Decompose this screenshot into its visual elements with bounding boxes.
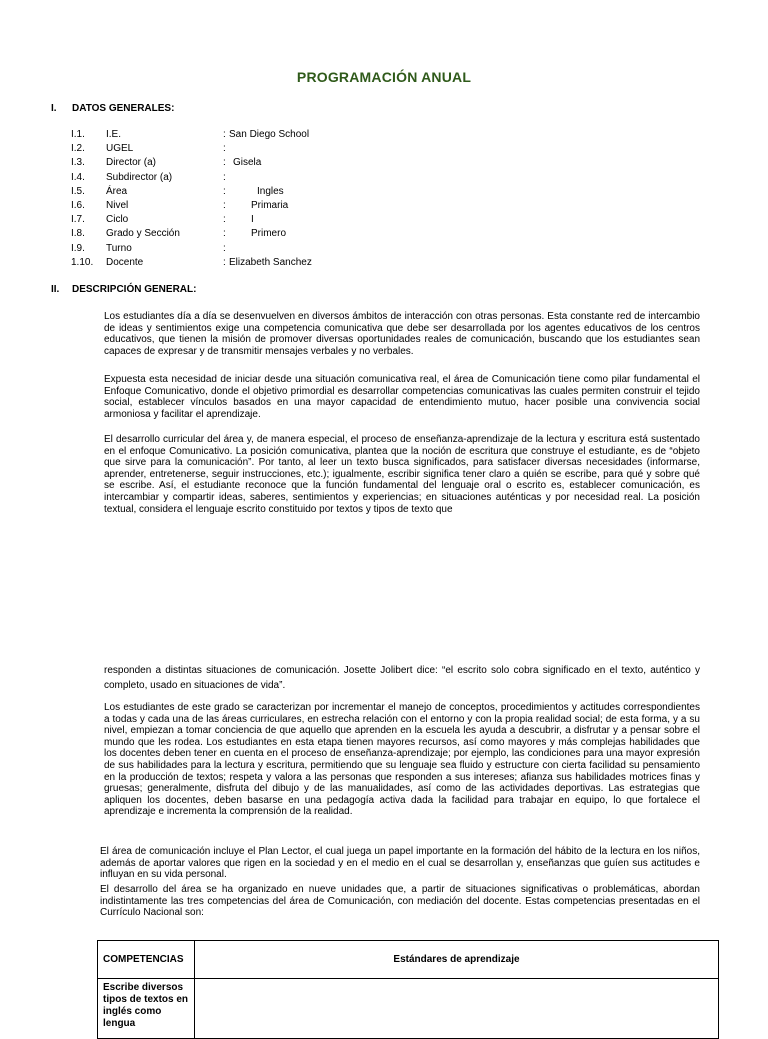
datos-label: Ciclo: [106, 214, 129, 226]
datos-row: [71, 200, 471, 214]
datos-number: I.9.: [71, 242, 85, 254]
datos-colon: :: [223, 143, 226, 155]
datos-number: I.3.: [71, 157, 85, 169]
datos-label: Turno: [106, 242, 132, 254]
datos-colon: :: [223, 256, 226, 268]
datos-label: UGEL: [106, 143, 134, 155]
datos-colon: :: [223, 242, 226, 254]
datos-label: Área: [106, 185, 128, 197]
datos-row: [71, 129, 471, 143]
datos-label: Subdirector (a): [106, 171, 173, 183]
table-row: [98, 979, 719, 1039]
datos-row: [71, 172, 471, 186]
paragraph: Los estudiantes día a día se desenvuelven en diversos ámbitos de interacción con otras personas. Esta constante red de intercambio de ideas y sentimientos exige una competencia comunicativa que debe ser desarrollada por los agentes educativos de los centros educativos, que tienen la misión de promover diversas oportunidades reales de comunicación, buscando que los estudiantes sean capaces de expresar y de transmitir mensajes verbales y no verbales.: [104, 311, 700, 357]
header-competencias: COMPETENCIAS: [98, 941, 195, 979]
datos-label: Nivel: [106, 200, 129, 211]
datos-value: Elizabeth Sanchez: [229, 256, 312, 268]
datos-colon: :: [223, 214, 226, 226]
section-number: I.: [51, 103, 57, 114]
paragraph: Expuesta esta necesidad de iniciar desde una situación comunicativa real, el área de Comunicación tiene como pilar fundamental el Enfoque Comunicativo, donde el objetivo primordial es desarrollar competencias comunicativas las cuales permiten construir el tejido social, establecer vínculos basados en una mayor capacidad de entendimiento mutuo, hacer posible una convivencia social armoniosa y facilitar el aprendizaje.: [104, 374, 700, 420]
estandar-cell: [195, 979, 719, 1039]
datos-row: [71, 257, 471, 271]
datos-row: [71, 186, 471, 200]
datos-colon: :: [223, 185, 226, 197]
paragraph: El desarrollo del área se ha organizado en nueve unidades que, a partir de situaciones significativas o problemáticas, abordan indistintamente las tres competencias del área de Comunicación, con mediación del docente. Estas competencias presentadas en el Currículo Nacional son:: [100, 884, 700, 919]
datos-label: I.E.: [106, 129, 122, 140]
datos-value: I: [251, 214, 254, 226]
paragraph: El desarrollo curricular del área y, de manera especial, el proceso de enseñanza-aprendizaje de la lectura y escritura está sustentado en el enfoque Comunicativo. La posición comunicativa, plantea que la noción de escritura que construye el estudiante, es de “objeto que sirve para la comunicación”. Por tanto, al leer un texto busca significados, para satisfacer diversas necesidades (informarse, aprender, entretenerse, seguir instrucciones, etc.); igualmente, escribir significa tener claro a quién se escribe, para qué y sobre qué se escribe. Así, el estudiante reconoce que la función fundamental del lenguaje oral o escrito es, establecer comunicación, es intercambiar y compartir ideas, saberes, sentimientos y experiencias; en situaciones auténticas y por necesidad real. La posición textual, considera el lenguaje escrito constituido por textos y tipos de texto que: [104, 434, 700, 515]
datos-number: 1.10.: [71, 256, 94, 268]
datos-number: I.6.: [71, 200, 85, 211]
section-number: II.: [51, 284, 60, 295]
paragraph: El área de comunicación incluye el Plan Lector, el cual juega un papel importante en la formación del hábito de la lectura en los niños, además de aportar valores que rigen en la sociedad y en el medio en el cual se desarrollan y, enseñanzas que guíen sus actitudes e influyan en su vida personal.: [100, 846, 700, 881]
datos-value: Ingles: [257, 185, 284, 197]
datos-value: San Diego School: [229, 129, 310, 140]
datos-row: [71, 143, 471, 157]
datos-number: I.2.: [71, 143, 85, 155]
datos-number: I.5.: [71, 185, 85, 197]
datos-colon: :: [223, 228, 226, 240]
datos-colon: :: [223, 157, 226, 169]
datos-row: [71, 243, 471, 257]
datos-row: [71, 228, 471, 242]
datos-colon: :: [223, 171, 226, 183]
datos-row: [71, 214, 471, 228]
datos-number: I.4.: [71, 171, 85, 183]
table-header-row: [98, 941, 719, 979]
datos-label: Grado y Sección: [106, 228, 180, 240]
competencias-table: [97, 940, 719, 1039]
datos-number: I.8.: [71, 228, 85, 240]
datos-number: I.7.: [71, 214, 85, 226]
paragraph: responden a distintas situaciones de comunicación. Josette Jolibert dice: “el escrito solo cobra significado en el texto, auténtico y completo, usado en situaciones de vida”.: [104, 665, 700, 691]
datos-label: Director (a): [106, 157, 157, 169]
datos-colon: :: [223, 200, 226, 211]
datos-label: Docente: [106, 256, 144, 268]
section-datos-generales: [51, 103, 351, 117]
section-descripcion-general: [51, 284, 351, 298]
competencia-cell: Escribe diversos tipos de textos en inglés como lengua: [98, 979, 195, 1039]
datos-number: I.1.: [71, 129, 85, 140]
paragraph: Los estudiantes de este grado se caracterizan por incrementar el manejo de conceptos, procedimientos y actitudes correspondientes a todas y cada una de las áreas curriculares, en estrecha relación con el entorno y con la propia realidad social; de esta forma, y a su nivel, empiezan a tomar conciencia de que aquello que aprenden en la escuela les ayuda a descubrir, a disfrutar y a pensar sobre el mundo que les rodea. Los estudiantes en esta etapa tienen mayores recursos, así como mayores y más complejas habilidades que los docentes deben tener en cuenta en el proceso de enseñanza-aprendizaje; por ejemplo, las condiciones para una mayor expresión de sus habilidades para la lectura y escritura, permitiendo que su lenguaje sea fluido y estructure con cierta facilidad su pensamiento en la producción de textos; respeta y valora a las personas que responden a sus intereses; afianza sus habilidades motrices finas y gruesas; generalmente, disfruta del dibujo y de las manualidades, así como de las actividades deportivas. Las estrategias que apliquen los docentes, deben basarse en una pedagogía activa dada la facilidad para trabajar en equipo, lo que fortalece el aprendizaje e incrementa la comprensión de la realidad.: [104, 702, 700, 818]
datos-row: [71, 157, 471, 171]
section-heading: DESCRIPCIÓN GENERAL:: [72, 284, 197, 295]
datos-value: Primero: [251, 228, 287, 240]
datos-colon: :: [223, 129, 226, 140]
datos-value: Primaria: [251, 200, 289, 211]
header-estandares: Estándares de aprendizaje: [195, 941, 719, 979]
section-heading: DATOS GENERALES:: [72, 103, 175, 114]
page-title: PROGRAMACIÓN ANUAL: [296, 69, 472, 85]
datos-value: Gisela: [233, 157, 262, 169]
